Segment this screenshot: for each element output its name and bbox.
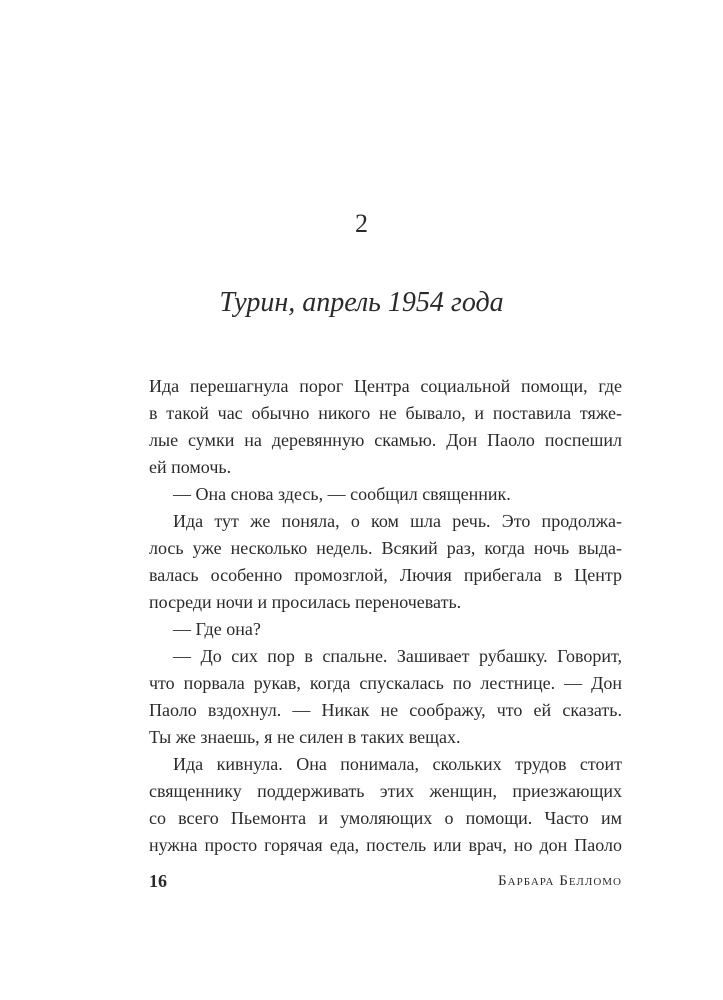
body-text	[149, 373, 622, 859]
text-line: Паоло вздохнул. — Никак не соображу, что ей сказать.	[149, 700, 622, 720]
text-line: Ты же знаешь, я не силен в таких вещах.	[149, 727, 461, 747]
text-line: со всего Пьемонта и умоляющих о помощи. Часто им	[149, 808, 622, 828]
text-line: ей помочь.	[149, 457, 232, 477]
text-line: лось уже несколько недель. Всякий раз, когда ночь выда-	[149, 538, 622, 558]
page-number: 16	[149, 871, 167, 891]
text-line: что порвала рукав, когда спускалась по лестнице. — Дон	[149, 673, 622, 693]
chapter-number: 2	[355, 209, 368, 238]
text-line: — Она снова здесь, — сообщил священник.	[173, 484, 511, 504]
text-line: лые сумки на деревянную скамью. Дон Паоло поспешил	[149, 430, 622, 450]
text-line: Ида тут же поняла, о ком шла речь. Это продолжа-	[173, 511, 622, 531]
text-line: валась особенно промозглой, Лючия прибегала в Центр	[149, 565, 622, 585]
text-line: посреди ночи и просилась переночевать.	[149, 592, 462, 612]
text-line: нужна просто горячая еда, постель или врач, но дон Паоло	[149, 835, 622, 855]
text-line: — До сих пор в спальне. Зашивает рубашку. Говорит,	[173, 646, 622, 666]
text-line: — Где она?	[173, 619, 261, 639]
chapter-title: Турин, апрель 1954 года	[219, 287, 504, 318]
text-line: Ида перешагнула порог Центра социальной помощи, где	[149, 376, 622, 396]
running-head-author: Барбара Белломо	[498, 873, 622, 889]
page-footer	[149, 868, 622, 894]
text-line: в такой час обычно никого не бывало, и поставила тяже-	[149, 403, 622, 423]
text-line: Ида кивнула. Она понимала, скольких трудов стоит	[173, 754, 622, 774]
text-line: священнику поддерживать этих женщин, приезжающих	[149, 781, 622, 801]
